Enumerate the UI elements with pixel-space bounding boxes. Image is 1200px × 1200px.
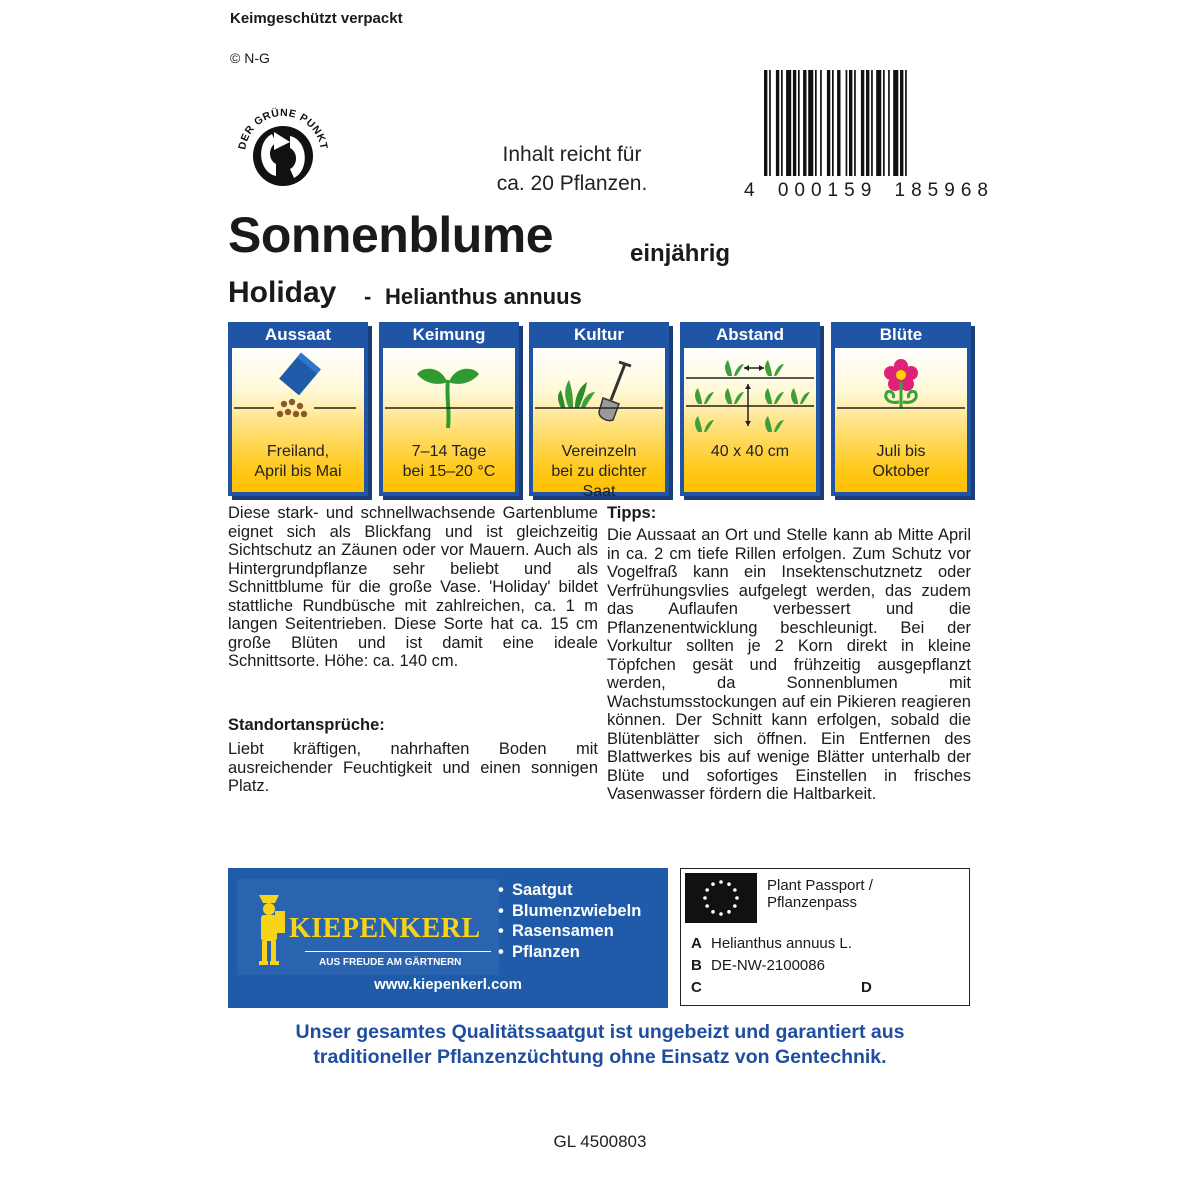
list-item-label: Pflanzen [512,942,580,961]
list-item [498,921,641,942]
barcode [762,68,962,178]
info-box-line: Saat [582,483,616,500]
info-box-body [232,348,364,492]
bullet: • [498,881,504,899]
brand-panel [228,868,668,1008]
list-item-label: Blumenzwiebeln [512,901,642,920]
disclaimer-line: Unser gesamtes Qualitätssaatgut ist ungebeizt und garantiert aus [295,1021,905,1043]
barcode-bar [871,70,873,176]
brand-logo [237,879,499,975]
info-box-line: Vereinzeln [561,443,637,460]
passport-letter: A [691,935,702,952]
product-description: Diese stark- und schnellwachsende Gartenblume eignet sich als Blickfang und ist gleichzeitig Sichtschutz an Zäunen oder vor Mauern. Auch als Hintergrundpflanze sehr beliebt und als Schnittblume für die große Vase. 'Holiday' bildet stattliche Rundbüsche mit zahlreichen, ca. 1 m langen Seitentrieben. Diese Sorte hat ca. 15 cm große Blüten und ist damit eine ideale Schnittsorte. Höhe: ca. 140 cm. [228,504,598,670]
info-box-bluete [831,322,971,496]
location-requirements-text: Liebt kräftigen, nahrhaften Boden mit ausreichender Feuchtigkeit und einen sonnigen Platz. [228,740,598,795]
variety-separator: - [364,284,372,309]
brand-product-list [498,880,641,962]
info-box-title: Kultur [573,325,625,344]
barcode-bar [861,70,864,176]
barcode-bar [905,70,907,176]
list-item [498,901,641,922]
barcode-number-first: 4 [744,180,761,201]
info-box-text [232,442,364,482]
list-item [498,880,641,901]
info-box-line: April bis Mai [254,463,342,480]
barcode-bar [888,70,890,176]
barcode-number-last: 185968 [894,180,994,201]
barcode-number-middle: 000159 [777,180,878,201]
info-box-line: Freiland, [266,443,330,460]
bullet: • [498,922,504,940]
list-item-label: Saatgut [512,881,573,899]
passport-row-b [691,957,825,974]
location-requirements-heading: Standortansprüche: [228,716,385,734]
eu-star [703,896,707,900]
eu-star [705,888,709,892]
info-box-title: Aussaat [264,325,332,344]
product-title: Sonnenblume [228,207,554,263]
barcode-bar [803,70,806,176]
info-box-line: 7–14 Tage [411,443,487,460]
barcode-bar [893,70,898,176]
eu-star [711,882,715,886]
plant-passport [680,868,970,1006]
flower-icon [835,352,967,434]
eu-star [705,904,709,908]
info-box-body [684,348,816,492]
plant-passport-title-line: Plant Passport / [767,877,873,894]
copyright-note: © N-G [230,50,270,66]
info-box-line: 40 x 40 cm [710,443,790,460]
barcode-bar [832,70,834,176]
info-box-kultur [529,322,669,500]
barcode-bar [837,70,840,176]
article-code: GL 4500803 [553,1132,647,1151]
info-box-text [835,442,967,482]
passport-value: Helianthus annuus L. [711,935,852,952]
eu-star [733,904,737,908]
barcode-bar [769,70,771,176]
info-box-body [835,348,967,492]
sealed-packaging-note: Keimgeschützt verpackt [230,10,403,27]
kiepenkerl-figure-icon [251,889,287,969]
barcode-bar [776,70,779,176]
brand-website-link[interactable]: www.kiepenkerl.com [374,976,522,993]
disclaimer-line: traditioneller Pflanzenzüchtung ohne Einsatz von Gentechnik. [313,1046,887,1068]
passport-row-a [691,935,852,952]
info-box-text [533,442,665,502]
barcode-bar [820,70,822,176]
barcode-bar [786,70,791,176]
eu-star [735,896,739,900]
product-variety: Holiday [228,276,337,309]
info-box-text [684,442,816,462]
eu-star [727,910,731,914]
quality-disclaimer [228,1020,972,1070]
tips-heading: Tipps: [607,504,657,522]
barcode-bar [764,70,767,176]
barcode-bar [827,70,830,176]
seedling-icon [383,352,515,434]
seed-packet-icon [232,352,364,434]
content-info [470,140,674,198]
spacing-icon [684,352,816,434]
gruener-punkt-icon [228,92,338,202]
eu-star [711,910,715,914]
barcode-bar [876,70,881,176]
green-dot-label: DER GRÜNE PUNKT [236,106,330,151]
barcode-bar [883,70,885,176]
eu-star [719,912,723,916]
bullet: • [498,942,504,961]
info-box-title: Blüte [879,325,923,344]
barcode-bar [781,70,783,176]
passport-letter: B [691,957,702,974]
info-box-title: Keimung [412,325,486,344]
barcode-number [744,180,994,202]
content-info-line: ca. 20 Pflanzen. [496,172,648,195]
content-info-line: Inhalt reicht für [502,143,642,166]
info-box-body [383,348,515,492]
info-box-abstand [680,322,820,496]
list-item [498,942,641,963]
info-box-line: bei 15–20 °C [402,463,496,480]
info-box-text [383,442,515,482]
barcode-bar [854,70,856,176]
info-box-title: Abstand [716,325,784,344]
barcode-bar [808,70,813,176]
barcode-bar [793,70,796,176]
barcode-bar [900,70,903,176]
eu-star [719,880,723,884]
spade-icon [533,352,665,434]
list-item-label: Rasensamen [512,922,614,940]
plant-passport-title-line: Pflanzenpass [767,894,858,911]
product-lifecycle: einjährig [630,240,731,267]
eu-star [733,888,737,892]
passport-row-d [861,979,881,996]
bullet: • [498,901,504,920]
eu-flag-icon [685,873,757,923]
passport-letter: D [861,979,872,996]
tips-text: Die Aussaat an Ort und Stelle kann ab Mitte April in ca. 2 cm tiefe Rillen erfolgen. Zum Schutz vor Vogelfraß kann ein Insektenschutznetz oder Verfrühungsvlies aufgelegt werden, das zudem das Auflaufen verbessert und die Pflanzenentwicklung beschleunigt. Bei der Vorkultur sollten je 2 Korn direkt in kleine Töpfchen gesät und frühzeitig ausgepflanzt werden, da Sonnenblumen mit Wachstumsstockungen auf ein Pikieren reagieren können. Der Schnitt kann erfolgen, sobald die Blütenblätter sich öffnen. Ein Entfernen des Blattwerkes bis auf wenige Blätter unterhalb der Blüte und sofortiges Einstellen in frisches Vasenwasser fördern die Haltbarkeit. [607,526,971,803]
info-box-body [533,348,665,500]
barcode-bar [815,70,817,176]
info-box-keimung [379,322,519,496]
barcode-bar [849,70,852,176]
passport-letter: C [691,979,702,996]
barcode-bar [846,70,848,176]
eu-star [727,882,731,886]
brand-name: KIEPENKERL [289,913,481,944]
passport-row-c [691,979,711,996]
info-box-line: Oktober [872,463,930,480]
brand-slogan: AUS FREUDE AM GÄRTNERN [319,957,462,968]
passport-value: DE-NW-2100086 [711,957,825,974]
info-box-line: Juli bis [876,443,926,460]
product-latin-name: Helianthus annuus [385,284,582,309]
barcode-bar [866,70,869,176]
info-box-line: bei zu dichter [551,463,647,480]
info-box-aussaat [228,322,368,496]
barcode-bar [798,70,800,176]
plant-passport-title [767,877,873,911]
brand-slogan-divider [305,951,491,952]
